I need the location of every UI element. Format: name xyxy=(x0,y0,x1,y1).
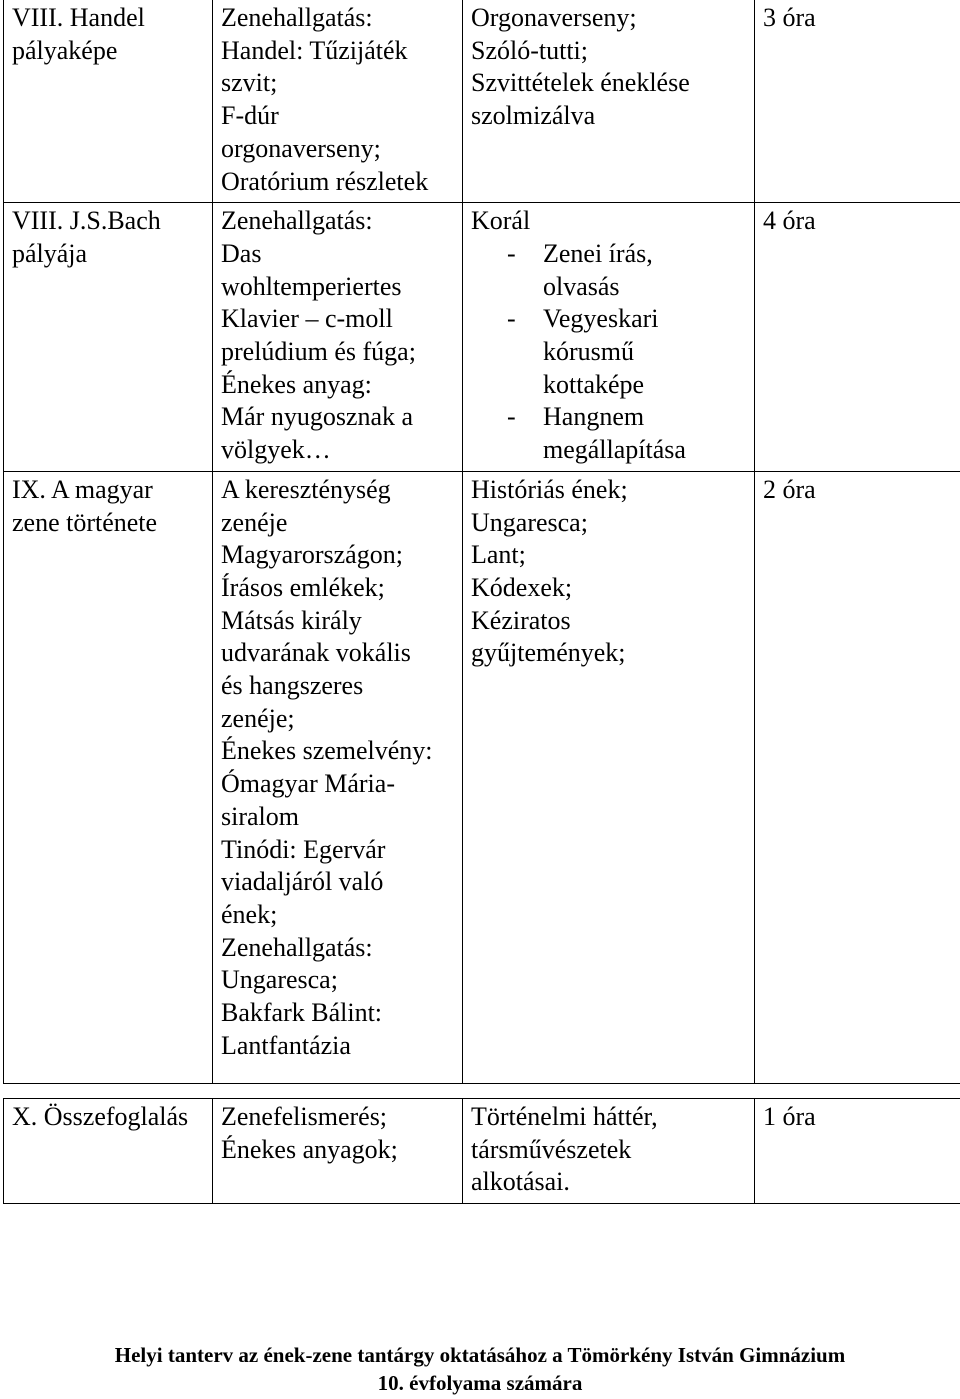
topic-line: X. Összefoglalás xyxy=(12,1101,189,1131)
table-gap xyxy=(4,1083,960,1098)
topic-line: pályája xyxy=(12,238,88,268)
content-line: Ómagyar Mária- xyxy=(221,769,395,799)
skills-intro: Korál xyxy=(471,206,531,236)
curriculum-table xyxy=(3,0,960,1204)
content-line: Mátsás király xyxy=(221,605,362,635)
topic-line: zene története xyxy=(12,507,158,537)
skills-line: társművészetek xyxy=(471,1134,632,1164)
content-line: A kereszténység xyxy=(221,474,391,504)
content-line: Oratórium részletek xyxy=(221,166,429,196)
list-item-line: kórusmű xyxy=(543,337,634,367)
list-item xyxy=(471,401,746,466)
skills-line: Kódexek; xyxy=(471,572,573,602)
content-line: Handel: Tűzijáték xyxy=(221,35,408,65)
content-cell xyxy=(213,0,463,203)
table-row xyxy=(4,1098,960,1203)
topic-line: IX. A magyar xyxy=(12,474,153,504)
content-line: völgyek… xyxy=(221,435,331,465)
skills-line: Szvittételek éneklése xyxy=(471,68,690,98)
content-line: és hangszeres xyxy=(221,671,364,701)
list-item-line: - Zenei írás, xyxy=(543,238,653,268)
content-line: siralom xyxy=(221,801,299,831)
content-line: ének; xyxy=(221,899,278,929)
content-line: Tinódi: Egervár xyxy=(221,834,386,864)
skills-cell xyxy=(463,203,755,472)
content-line: zenéje xyxy=(221,507,288,537)
content-line: orgonaverseny; xyxy=(221,133,381,163)
skills-line: Szóló-tutti; xyxy=(471,35,588,65)
hours-cell xyxy=(755,203,960,472)
skills-line: Kéziratos xyxy=(471,605,571,635)
content-line: Énekes szemelvény: xyxy=(221,736,433,766)
skills-line: gyűjtemények; xyxy=(471,638,626,668)
content-line: Das xyxy=(221,238,262,268)
list-item xyxy=(471,238,746,303)
content-line: prelúdium és fúga; xyxy=(221,337,416,367)
topic-line: pályaképe xyxy=(12,35,118,65)
content-line: Ungaresca; xyxy=(221,965,338,995)
content-line: Zenehallgatás: xyxy=(221,206,373,236)
hours-value: 1 óra xyxy=(763,1101,816,1131)
hours-value: 4 óra xyxy=(763,206,816,236)
topic-cell xyxy=(4,203,213,472)
list-item-line: kottaképe xyxy=(543,369,645,399)
skills-cell xyxy=(463,0,755,203)
content-line: Magyarországon; xyxy=(221,540,403,570)
content-line: Zenehallgatás: xyxy=(221,3,373,32)
content-line: zenéje; xyxy=(221,703,295,733)
content-line: Írásos emlékek; xyxy=(221,572,385,602)
list-item-line: - Hangnem xyxy=(543,402,645,432)
page-footer xyxy=(0,1341,960,1397)
topic-cell xyxy=(4,471,213,1083)
list-item-line: megállapítása xyxy=(543,435,686,465)
list-item xyxy=(471,303,746,401)
skills-dash-list xyxy=(471,238,746,467)
skills-line: alkotásai. xyxy=(471,1167,570,1197)
content-line: Énekes anyagok; xyxy=(221,1134,398,1164)
content-line: Zenehallgatás: xyxy=(221,932,373,962)
content-line: Már nyugosznak a xyxy=(221,402,414,432)
skills-line: Lant; xyxy=(471,540,526,570)
content-line: viadaljáról való xyxy=(221,867,384,897)
hours-cell xyxy=(755,0,960,203)
skills-line: Történelmi háttér, xyxy=(471,1101,658,1131)
skills-cell xyxy=(463,1098,755,1203)
hours-value: 2 óra xyxy=(763,474,816,504)
table-row xyxy=(4,203,960,472)
list-item-line: - Vegyeskari xyxy=(543,304,659,334)
skills-line: Históriás ének; xyxy=(471,474,628,504)
content-cell xyxy=(213,1098,463,1203)
table-row xyxy=(4,0,960,203)
content-line: Énekes anyag: xyxy=(221,369,372,399)
content-line: udvarának vokális xyxy=(221,638,411,668)
content-line: szvit; xyxy=(221,68,278,98)
content-cell xyxy=(213,203,463,472)
hours-cell xyxy=(755,471,960,1083)
topic-cell xyxy=(4,1098,213,1203)
topic-cell xyxy=(4,0,213,203)
skills-line: Ungaresca; xyxy=(471,507,588,537)
content-line: Klavier – c-moll xyxy=(221,304,393,334)
content-line: Lantfantázia xyxy=(221,1030,351,1060)
footer-line-1: Helyi tanterv az ének-zene tantárgy oktatásához a Tömörkény István Gimnázium xyxy=(114,1343,846,1367)
hours-cell xyxy=(755,1098,960,1203)
skills-line: Orgonaverseny; xyxy=(471,3,637,32)
skills-cell xyxy=(463,471,755,1083)
content-line: Zenefelismerés; xyxy=(221,1101,388,1131)
skills-line: szolmizálva xyxy=(471,101,596,131)
table-row xyxy=(4,471,960,1083)
topic-line: VIII. Handel xyxy=(12,3,145,32)
content-line: wohltemperiertes xyxy=(221,271,402,301)
content-cell xyxy=(213,471,463,1083)
topic-line: VIII. J.S.Bach xyxy=(12,206,161,236)
content-line: F-dúr xyxy=(221,101,279,131)
list-item-line: olvasás xyxy=(543,271,620,301)
content-line: Bakfark Bálint: xyxy=(221,998,383,1028)
footer-line-2: 10. évfolyama számára xyxy=(377,1371,583,1395)
hours-value: 3 óra xyxy=(763,3,816,32)
